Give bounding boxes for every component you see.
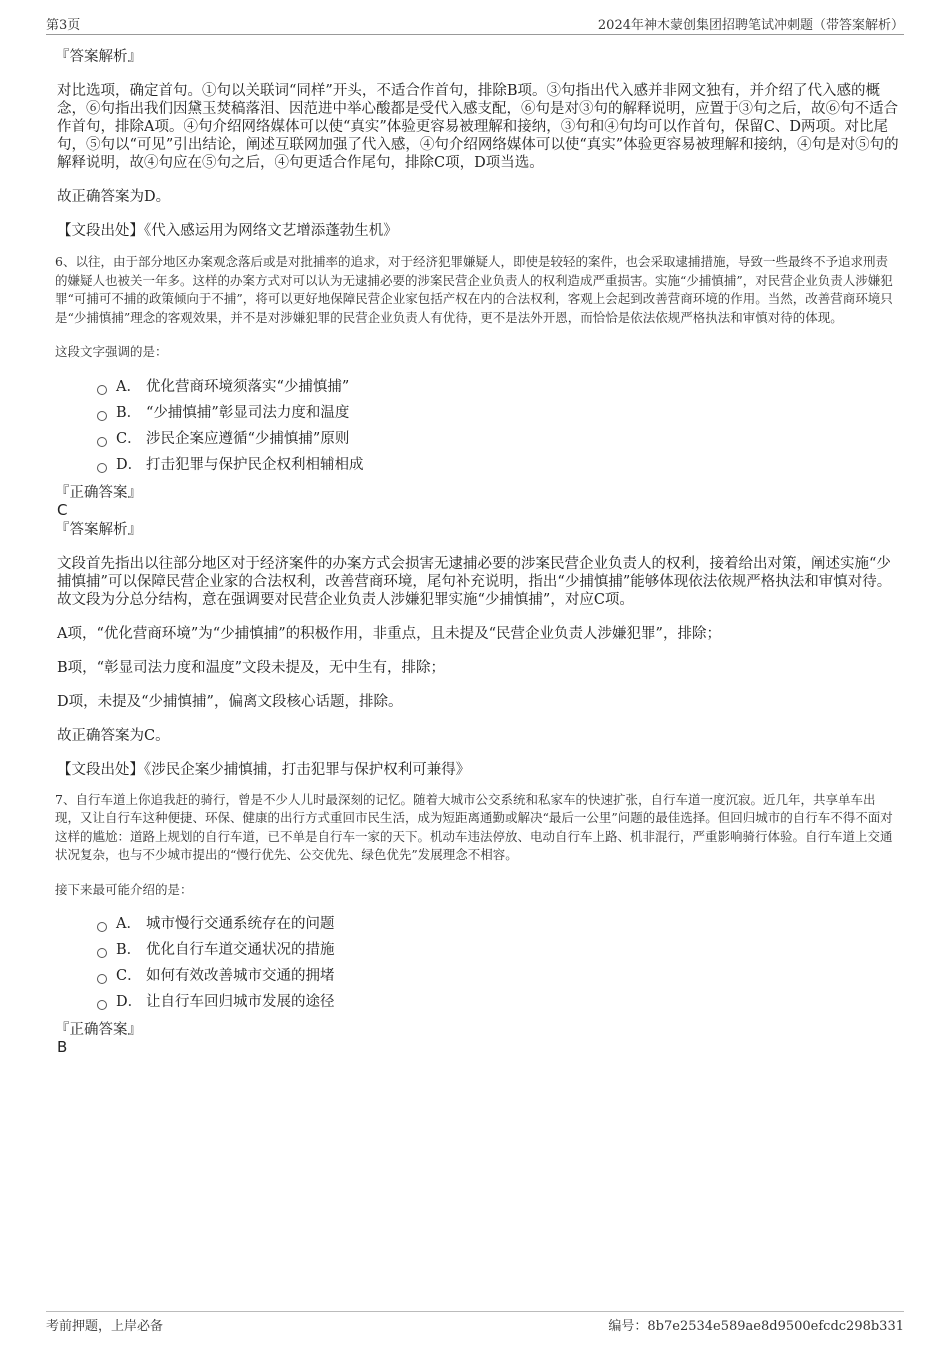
option-text: 优化自行车道交通状况的措施: [146, 942, 335, 958]
q6-stem: 6、以往，由于部分地区办案观念落后或是对批捕率的追求，对于经济犯罪嫌疑人，即使是较轻的案件，也会采取逮捕措施，导致一些最终不予追求刑责的嫌疑人也被关一年多。这样的办案方式对可以认为无逮捕必要的涉案民营企业负责人的权利造成严重损害。实施“少捕慎捕”，对民营企业负责人涉嫌犯罪“可捕可不捕的政策倾向于不捕”，将可以更好地保障民营企业家包括产权在内的合法权利，客观上会起到改善营商环境的作用。当然，改善营商环境只是“少捕慎捕”理念的客观效果，并不是对涉嫌犯罪的民营企业负责人有优待，更不是法外开恩，而恰恰是依法依规严格执法和审慎对待的体现。: [55, 254, 893, 325]
option-text: 让自行车回归城市发展的途径: [146, 994, 335, 1010]
q7-options: [97, 911, 900, 1015]
option-text: 涉民企案应遵循“少捕慎捕”原则: [146, 430, 350, 447]
q6-option-b[interactable]: [97, 400, 900, 426]
radio-icon[interactable]: [97, 1000, 107, 1010]
page-number: 第3页: [46, 18, 81, 33]
q7-question: 接下来最可能介绍的是：: [55, 881, 193, 897]
q7-stem: 7、自行车道上你追我赶的骑行，曾是不少人儿时最深刻的记忆。随着大城市公交系统和私家车的快速扩张，自行车道一度沉寂。近几年，共享单车出现，又让自行车这种便捷、环保、健康的出行方式重回市民生活，成为短距离通勤或解决“最后一公里”问题的最佳选择。但回归城市的自行车不得不面对这样的尴尬：道路上规划的自行车道，已不单是自行车一家的天下。机动车违法停放、电动自行车上路、机非混行，严重影响骑行体验。自行车道上交通状况复杂，也与不少城市提出的“慢行优先、公交优先、绿色优先”发展理念不相容。: [55, 791, 893, 862]
option-letter: B．: [116, 404, 142, 421]
q7-answer: B: [57, 1038, 68, 1056]
page-header: [46, 12, 904, 35]
q7-option-a[interactable]: [97, 911, 900, 937]
document-id: 编号：8b7e2534e589ae8d9500efcdc298b331: [608, 1319, 904, 1334]
radio-icon[interactable]: [97, 411, 107, 421]
radio-icon[interactable]: [97, 385, 107, 395]
q6-note-a: A项，“优化营商环境”为“少捕慎捕”的积极作用，非重点，且未提及“民营企业负责人涉嫌犯罪”，排除；: [57, 625, 721, 642]
q5-analysis-label: 『答案解析』: [55, 49, 142, 65]
option-letter: C．: [116, 968, 142, 984]
radio-icon[interactable]: [97, 463, 107, 473]
q6-option-c[interactable]: [97, 426, 900, 452]
radio-icon[interactable]: [97, 974, 107, 984]
option-letter: A．: [116, 378, 141, 395]
radio-icon[interactable]: [97, 948, 107, 958]
q6-note-b: B项，“彰显司法力度和温度”文段未提及，无中生有，排除；: [57, 659, 445, 676]
q6-option-a[interactable]: [97, 374, 900, 400]
option-letter: C．: [116, 430, 142, 447]
q6-conclusion: 故正确答案为C。: [57, 727, 170, 744]
q6-analysis: 文段首先指出以往部分地区对于经济案件的办案方式会损害无逮捕必要的涉案民营企业负责人的权利，接着给出对策，阐述实施“少捕慎捕”可以保障民营企业家的合法权利，改善营商环境，尾句补充说明，指出“少捕慎捕”能够体现依法依规严格执法和审慎对待。故文段为分总分结构，意在强调要对民营企业负责人涉嫌犯罪实施“少捕慎捕”，对应C项。: [57, 555, 892, 608]
option-letter: D．: [116, 456, 143, 473]
q6-analysis-label: 『答案解析』: [55, 521, 142, 538]
radio-icon[interactable]: [97, 437, 107, 447]
q7-answer-label: 『正确答案』: [55, 1022, 142, 1038]
q6-question: 这段文字强调的是：: [55, 344, 168, 359]
q7-option-b[interactable]: [97, 937, 900, 963]
q6-source: 【文段出处】《涉民企案少捕慎捕，打击犯罪与保护权利可兼得》: [57, 761, 471, 778]
option-text: 如何有效改善城市交通的拥堵: [146, 968, 335, 984]
option-text: 优化营商环境须落实“少捕慎捕”: [146, 378, 350, 395]
q6-options: [97, 374, 900, 478]
q6-option-d[interactable]: [97, 452, 900, 478]
q5-conclusion: 故正确答案为D。: [57, 189, 171, 205]
q5-analysis: 对比选项，确定首句。①句以关联词“同样”开头，不适合作首句，排除B项。③句指出代入感并非网文独有，并介绍了代入感的概念，⑥句指出我们因黛玉焚稿落泪、因范进中举心酸都是受代入感支配，⑥句是对③句的解释说明，应置于③句之后，故⑥句不适合作首句，排除A项。④句介绍网络媒体可以使“真实”体验更容易被理解和接纳，③句和④句均可以作首句，保留C、D两项。对比尾句，⑤句以“可见”引出结论，阐述互联网加强了代入感，④句介绍网络媒体可以使“真实”体验更容易被理解和接纳，④句是对⑤句的解释说明，故④句应在⑤句之后，④句更适合作尾句，排除C项，D项当选。: [57, 83, 899, 171]
radio-icon[interactable]: [97, 922, 107, 932]
option-text: 打击犯罪与保护民企权利相辅相成: [146, 456, 364, 473]
option-text: “少捕慎捕”彰显司法力度和温度: [146, 404, 350, 421]
page-content: [55, 44, 900, 1056]
q7-option-d[interactable]: [97, 989, 900, 1015]
document-title: 2024年神木蒙创集团招聘笔试冲刺题（带答案解析）: [597, 18, 904, 33]
option-letter: B．: [116, 942, 142, 958]
q6-answer: C: [57, 500, 68, 519]
page-footer: [46, 1311, 904, 1336]
option-text: 城市慢行交通系统存在的问题: [146, 916, 335, 932]
q6-answer-label: 『正确答案』: [55, 484, 142, 501]
q7-option-c[interactable]: [97, 963, 900, 989]
option-letter: A．: [116, 916, 141, 932]
option-letter: D．: [116, 994, 143, 1010]
q5-source: 【文段出处】《代入感运用为网络文艺增添蓬勃生机》: [57, 223, 398, 239]
footer-slogan: 考前押题，上岸必备: [46, 1319, 164, 1334]
q6-note-d: D项，未提及“少捕慎捕”，偏离文段核心话题，排除。: [57, 693, 403, 710]
